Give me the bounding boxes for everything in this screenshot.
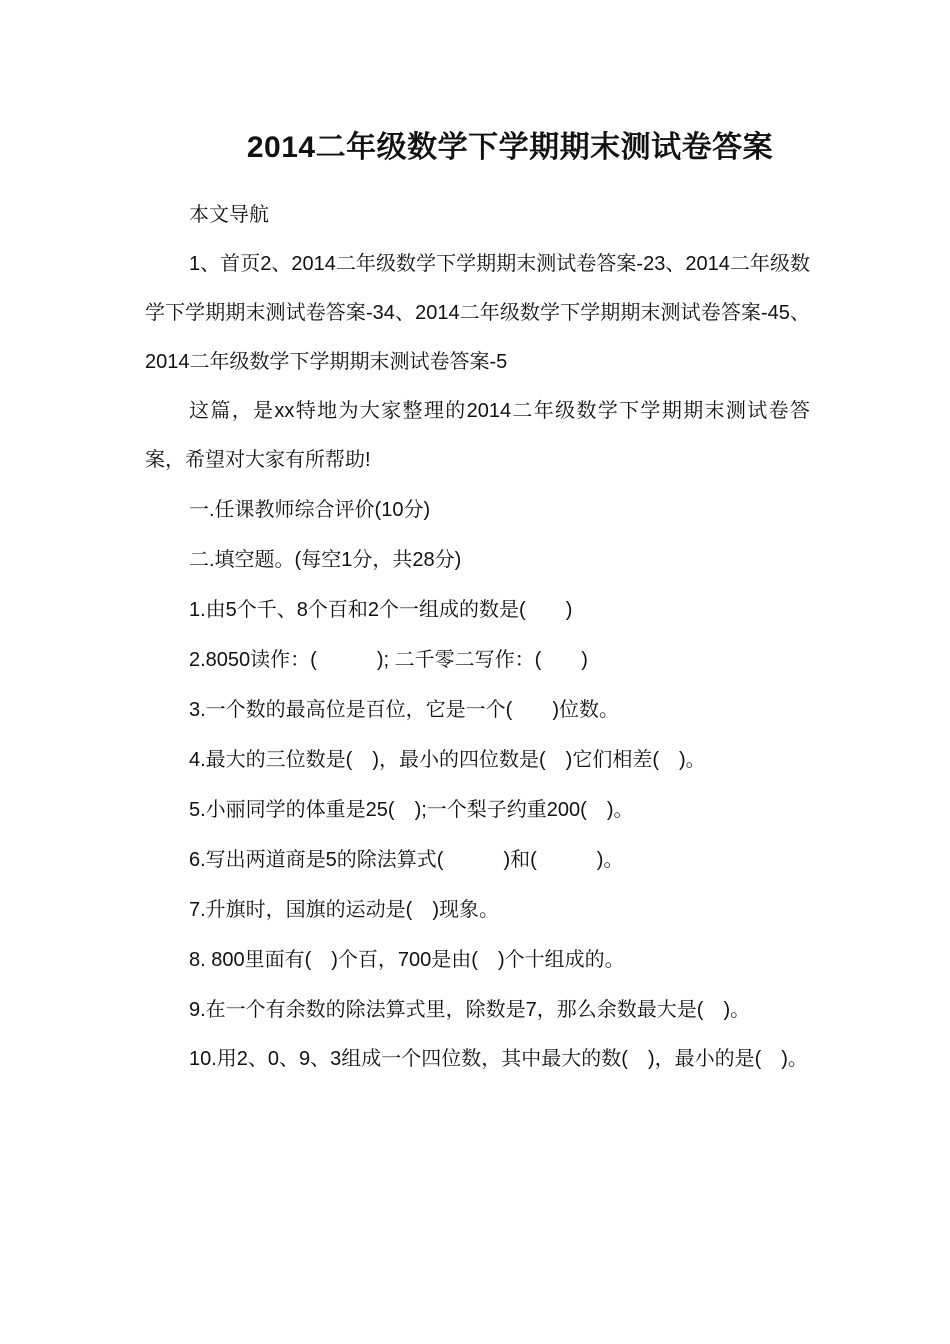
question-item: 7.升旗时，国旗的运动是( )现象。 bbox=[189, 899, 499, 921]
nav-text: 1、首页2、2014二年级数学下学期期末测试卷答案-23、2014二年级数学下学期期末测试卷答案-34、2014二年级数学下学期期末测试卷答案-45、2014二年级数学下学期期末测试卷答案-5 bbox=[145, 253, 810, 373]
question-item: 2.8050读作：( ); 二千零二写作：( ) bbox=[189, 649, 588, 671]
question-item: 1.由5个千、8个百和2个一组成的数是( ) bbox=[189, 599, 573, 621]
question-item: 3.一个数的最高位是百位，它是一个( )位数。 bbox=[189, 699, 619, 721]
question-item: 9.在一个有余数的除法算式里，除数是7，那么余数最大是( )。 bbox=[189, 999, 751, 1021]
question-item: 5.小丽同学的体重是25( );一个梨子约重200( )。 bbox=[189, 799, 634, 821]
question-item: 10.用2、0、9、3组成一个四位数，其中最大的数( )，最小的是( )。 bbox=[189, 1048, 808, 1070]
question-item: 4.最大的三位数是( )，最小的四位数是( )它们相差( )。 bbox=[189, 749, 706, 771]
nav-heading: 本文导航 bbox=[189, 204, 269, 226]
section-heading-2: 二.填空题。(每空1分，共28分) bbox=[189, 549, 462, 571]
question-item: 8. 800里面有( )个百，700是由( )个十组成的。 bbox=[189, 949, 625, 971]
document-body bbox=[145, 190, 810, 1084]
section-heading-1: 一.任课教师综合评价(10分) bbox=[189, 499, 431, 521]
question-item: 6.写出两道商是5的除法算式( )和( )。 bbox=[189, 849, 624, 871]
intro-paragraph: 这篇，是xx特地为大家整理的2014二年级数学下学期期末测试卷答案，希望对大家有所帮助! bbox=[145, 400, 810, 471]
document-title: 2014二年级数学下学期期末测试卷答案 bbox=[246, 131, 774, 164]
